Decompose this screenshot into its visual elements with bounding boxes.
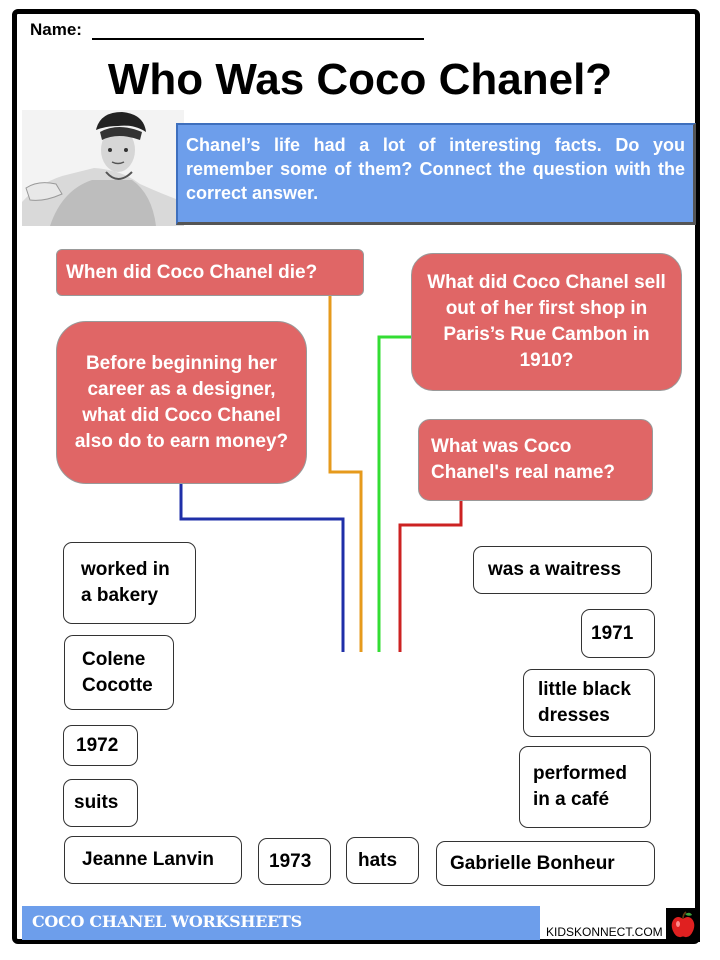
answer-waitress[interactable]: was a waitress (473, 546, 652, 594)
answer-gabrielle-bonheur[interactable]: Gabrielle Bonheur (436, 841, 655, 886)
question-real-name[interactable]: What was Coco Chanel's real name? (418, 419, 653, 501)
name-input-line[interactable] (92, 38, 424, 40)
name-label: Name: (30, 20, 82, 39)
page-title: Who Was Coco Chanel? (107, 55, 613, 104)
instructions-box: Chanel’s life had a lot of interesting facts. Do you remember some of them? Connect the question with the correct answer. (176, 123, 696, 225)
answer-worked-bakery[interactable]: worked in a bakery (63, 542, 196, 624)
question-earn-money[interactable]: Before beginning her career as a designer, what did Coco Chanel also do to earn money? (56, 321, 307, 484)
footer-site: KIDSKONNECT.COM (546, 925, 663, 939)
answer-little-black-dresses[interactable]: little black dresses (523, 669, 655, 737)
answer-colene-cocotte[interactable]: Colene Cocotte (64, 635, 174, 710)
answer-1972[interactable]: 1972 (63, 725, 138, 766)
answer-hats[interactable]: hats (346, 837, 419, 884)
footer-series-title: COCO CHANEL WORKSHEETS (32, 912, 302, 931)
question-when-die[interactable]: When did Coco Chanel die? (56, 249, 364, 296)
answer-1971[interactable]: 1971 (581, 609, 655, 658)
apple-icon (666, 908, 700, 942)
answer-suits[interactable]: suits (63, 779, 138, 827)
answer-jeanne-lanvin[interactable]: Jeanne Lanvin (64, 836, 242, 884)
question-first-shop[interactable]: What did Coco Chanel sell out of her first shop in Paris’s Rue Cambon in 1910? (411, 253, 682, 391)
answer-performed-cafe[interactable]: performed in a café (519, 746, 651, 828)
coco-chanel-portrait (22, 110, 184, 226)
answer-1973[interactable]: 1973 (258, 838, 331, 885)
